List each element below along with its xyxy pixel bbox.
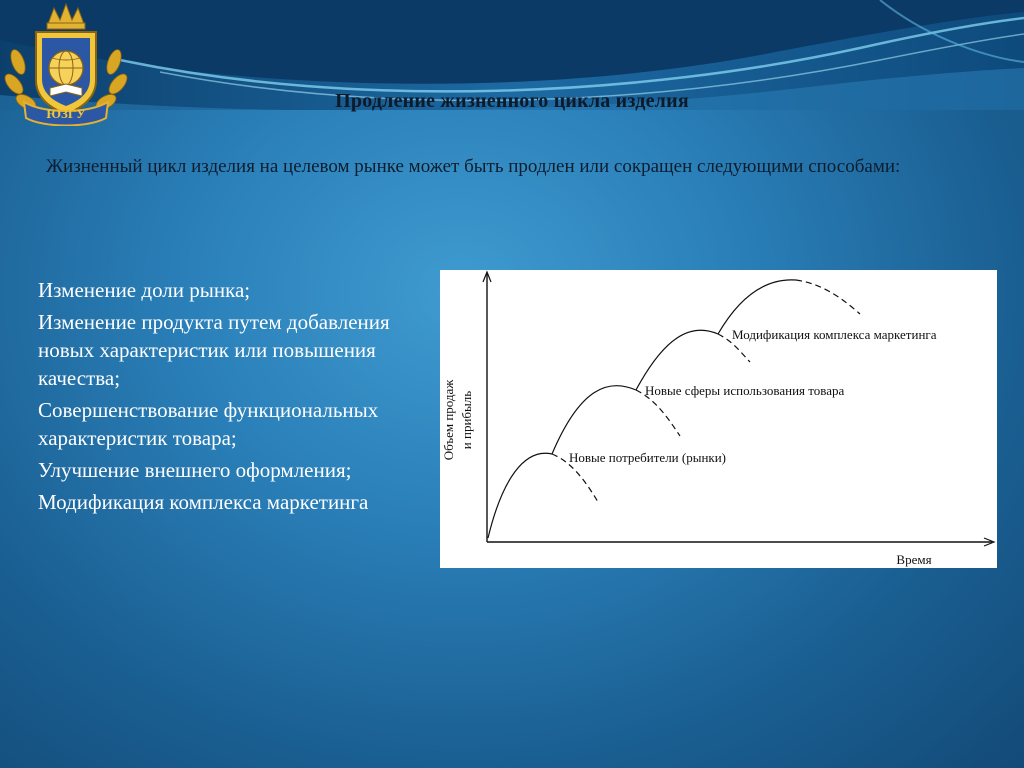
list-item: Модификация комплекса маркетинга — [38, 490, 369, 514]
curve-3 — [636, 330, 718, 390]
methods-list — [38, 276, 448, 520]
curve-1 — [488, 453, 552, 538]
slide-title: Продление жизненного цикла изделия — [335, 90, 689, 112]
list-item: Изменение продукта путем добавления новых характеристик или повышения качества; — [38, 310, 390, 390]
curve-2 — [552, 386, 636, 454]
y-axis-label-line1: Объем продаж — [441, 379, 456, 461]
curve-label-new-uses: Новые сферы использования товара — [645, 383, 845, 398]
curve-label-marketing-mix: Модификация комплекса маркетинга — [732, 327, 937, 342]
slide-intro-text: Жизненный цикл изделия на целевом рынке может быть продлен или сокращен следующими способами: — [46, 156, 901, 177]
list-item: Изменение доли рынка; — [38, 278, 251, 302]
life-cycle-chart — [440, 270, 997, 568]
list-item: Совершенствование функциональных характеристик товара; — [38, 398, 379, 450]
curve-4 — [718, 280, 796, 334]
curve-label-new-consumers: Новые потребители (рынки) — [569, 450, 727, 465]
curve-4-decline — [796, 280, 860, 314]
x-axis-label: Время — [896, 552, 932, 567]
list-item: Улучшение внешнего оформления; — [38, 458, 352, 482]
y-axis-label-line2: и прибыль — [459, 390, 474, 450]
emblem-banner-text: ЮЗГУ — [46, 106, 86, 121]
